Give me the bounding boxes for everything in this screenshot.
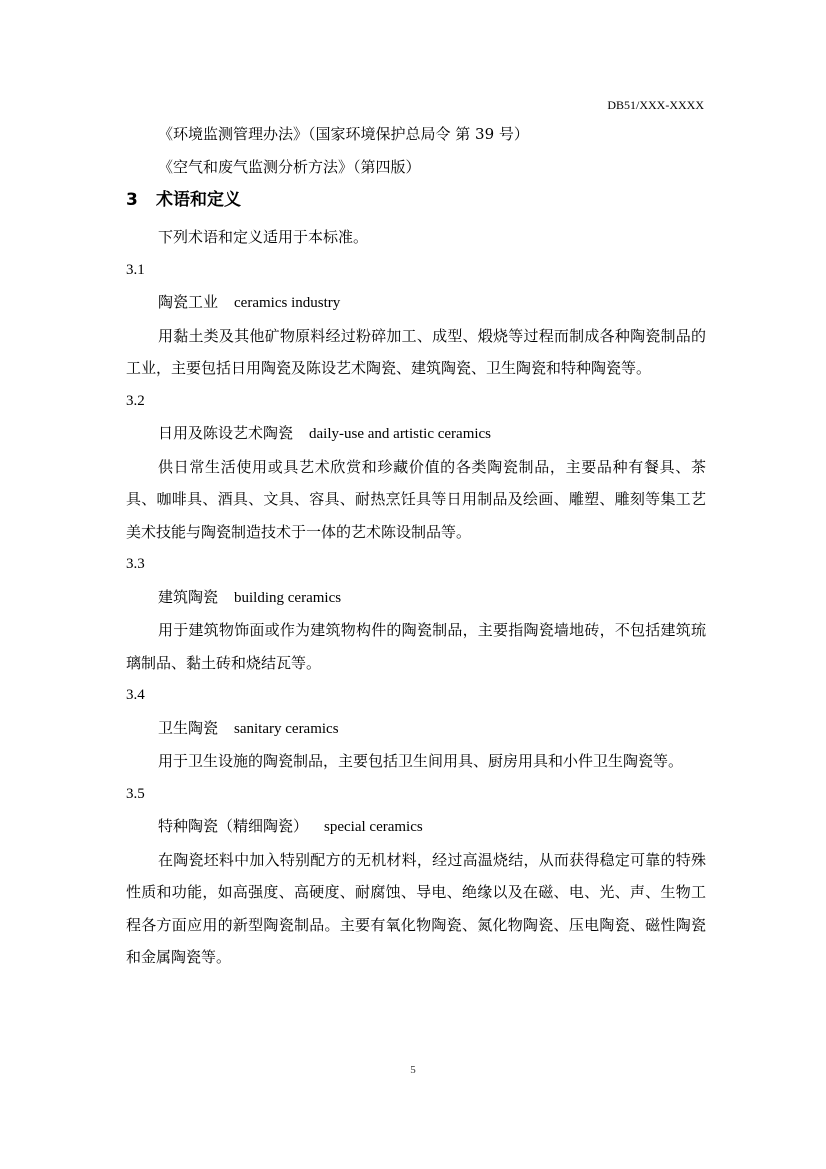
term-name-cn: 卫生陶瓷 [158,718,219,737]
section-intro: 下列术语和定义适用于本标准。 [158,228,369,246]
term-number: 3.3 [126,556,145,572]
term-definition: 用于建筑物饰面或作为建筑物构件的陶瓷制品，主要指陶瓷墙地砖，不包括建筑琉璃制品、黏土砖和烧结瓦等。 [126,621,706,672]
term-name-cn: 建筑陶瓷 [158,587,219,606]
reference-item: 《环境监测管理办法》（国家环境保护总局令 第 39 号） [158,125,529,143]
term-definition: 用黏土类及其他矿物原料经过粉碎加工、成型、煅烧等过程而制成各种陶瓷制品的工业，主要包括日用陶瓷及陈设艺术陶瓷、建筑陶瓷、卫生陶瓷和特种陶瓷等。 [126,326,706,377]
term-definition: 在陶瓷坯料中加入特别配方的无机材料，经过高温烧结，从而获得稳定可靠的特殊性质和功能，如高强度、高硬度、耐腐蚀、导电、绝缘以及在磁、电、光、声、生物工程各方面应用的新型陶瓷制品。主要有氧化物陶瓷、氮化物陶瓷、压电陶瓷、磁性陶瓷和金属陶瓷等。 [126,850,706,966]
section-number: 3 [126,190,138,210]
term-title [126,286,706,320]
page-content [126,118,706,974]
term-definition: 用于卫生设施的陶瓷制品，主要包括卫生间用具、厨房用具和小件卫生陶瓷等。 [158,752,684,770]
section-title: 术语和定义 [156,190,241,210]
term-name-cn: 陶瓷工业 [158,293,219,311]
term-name-en: sanitary ceramics [234,720,339,737]
term-number: 3.4 [126,687,145,703]
section-heading [126,187,706,213]
reference-item: 《空气和废气监测分析方法》（第四版） [158,157,421,176]
term-name-en: ceramics industry [234,295,341,311]
term-name-cn: 日用及陈设艺术陶瓷 [158,424,294,442]
term-title [126,581,706,615]
term-title [126,712,706,746]
term-title [126,810,706,844]
term-number: 3.2 [126,392,145,409]
term-name-en: building ceramics [234,589,342,606]
term-title [126,417,706,451]
term-definition: 供日常生活使用或具艺术欣赏和珍藏价值的各类陶瓷制品，主要品种有餐具、茶具、咖啡具、酒具、文具、容具、耐热烹饪具等日用制品及绘画、雕塑、雕刻等集工艺美术技能与陶瓷制造技术于一体的艺术陈设制品等。 [126,457,706,541]
term-name-en: special ceramics [324,819,423,835]
page-number: 5 [410,1064,416,1076]
term-name-cn: 特种陶瓷（精细陶瓷） [158,817,309,835]
term-name-en: daily-use and artistic ceramics [309,426,492,442]
document-code: DB51/XXX-XXXX [607,98,704,112]
term-number: 3.5 [126,785,145,802]
term-number: 3.1 [126,261,145,278]
